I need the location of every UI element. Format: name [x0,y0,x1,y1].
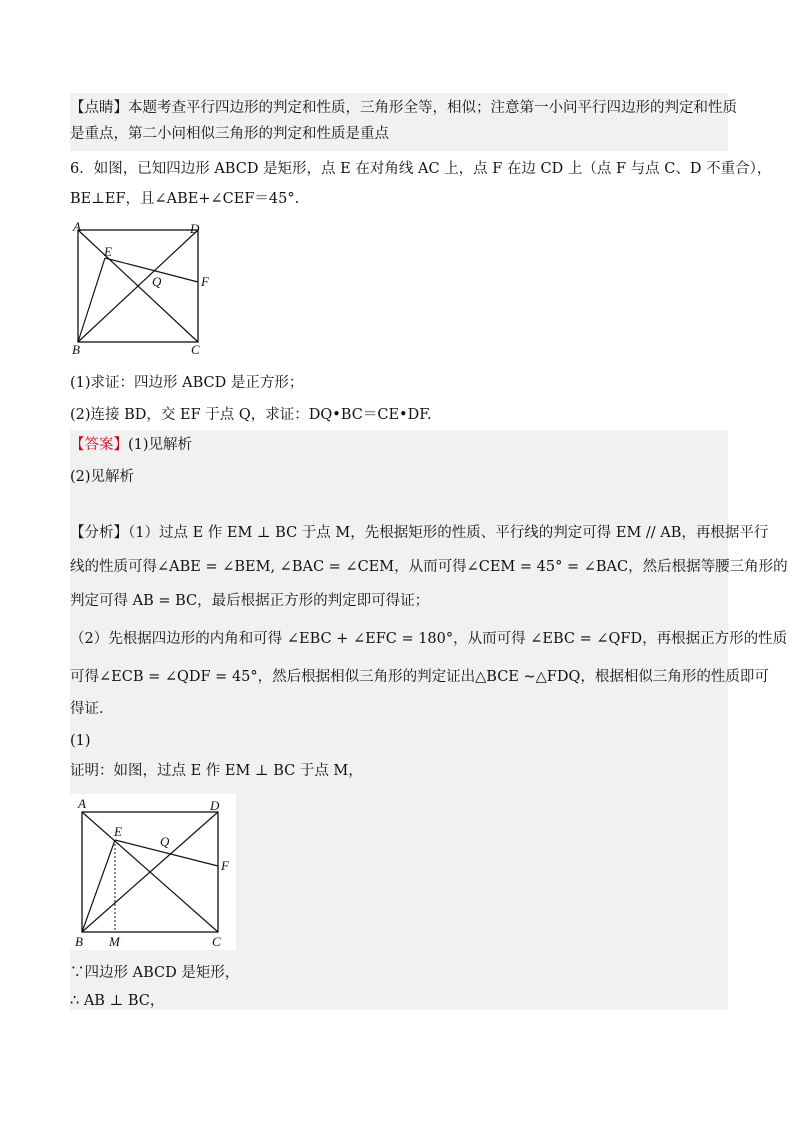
analysis-line-4: （2）先根据四边形的内角和可得 ∠EBC + ∠EFC = 180°，从而可得 ∠EBC = ∠QFD，再根据正方形的性质 [70,631,788,647]
analysis-line-1 [70,520,769,546]
label-a-2: A [78,796,86,811]
analysis-text-1: （1）过点 E 作 EM ⊥ BC 于点 M，先根据矩形的性质、平行线的判定可得 EM // AB，再根据平行 [128,525,769,541]
solution-block [70,430,788,1010]
dianjing-line-1 [70,95,737,121]
problem-block [70,156,772,212]
label-b: B [72,342,80,357]
proof-line-3: ∴ AB ⊥ BC， [70,993,165,1009]
answer-1: (1)见解析 [128,437,193,453]
proof-block-2 [70,960,728,1014]
label-c-2: C [212,934,221,949]
analysis-line-5: 可得∠ECB = ∠QDF = 45°，然后根据相似三角形的判定证出△BCE ∼△FDQ，根据相似三角形的性质即可 [70,669,769,685]
analysis-line-6: 得证. [70,701,104,717]
label-q: Q [152,274,162,289]
proof-block [70,728,728,784]
analysis-tag: 【分析】 [70,525,128,541]
dianjing-tag: 【点睛】 [70,100,128,116]
problem-line-2: BE⊥EF，且∠ABE+∠CEF＝45°. [70,191,300,207]
dianjing-block [70,93,737,151]
question-2: (2)连接 BD，交 EF 于点 Q，求证：DQ•BC＝CE•DF. [70,407,432,423]
label-d: D [190,221,200,236]
answer-2: (2)见解析 [70,469,135,485]
label-e-2: E [114,824,122,839]
proof-line-1: 证明：如图，过点 E 作 EM ⊥ BC 于点 M， [70,763,363,779]
label-c: C [191,342,200,357]
label-f: F [201,274,209,289]
analysis-block [70,520,788,722]
analysis-line-2: 线的性质可得∠ABE = ∠BEM, ∠BAC = ∠CEM，从而可得∠CEM = 45° = ∠BAC，然后根据等腰三角形的 [70,559,788,575]
analysis-line-3: 判定可得 AB = BC，最后根据正方形的判定即可得证； [70,593,430,609]
dianjing-line-2: 是重点，第二小问相似三角形的判定和性质是重点 [70,126,389,142]
answer-line-1 [70,432,728,458]
figure-1 [70,220,220,360]
label-a: A [73,220,81,234]
proof-part-1: (1) [70,733,91,749]
label-e: E [104,244,112,259]
figure-2 [70,794,236,950]
label-q-2: Q [160,834,170,849]
label-b-2: B [75,934,83,949]
label-f-2: F [221,858,229,873]
label-d-2: D [210,798,220,813]
proof-line-2: ∵四边形 ABCD 是矩形， [70,965,240,981]
answer-tag: 【答案】 [70,437,128,453]
dianjing-text-1: 本题考查平行四边形的判定和性质，三角形全等，相似；注意第一小问平行四边形的判定和性质 [128,100,737,116]
problem-line-1: 6．如图，已知四边形 ABCD 是矩形，点 E 在对角线 AC 上，点 F 在边 CD 上（点 F 与点 C、D 不重合）， [70,161,772,177]
question-1: (1)求证：四边形 ABCD 是正方形； [70,375,304,391]
questions-block [70,370,728,428]
figure-2-frame [70,794,236,950]
label-m-2: M [109,934,120,949]
